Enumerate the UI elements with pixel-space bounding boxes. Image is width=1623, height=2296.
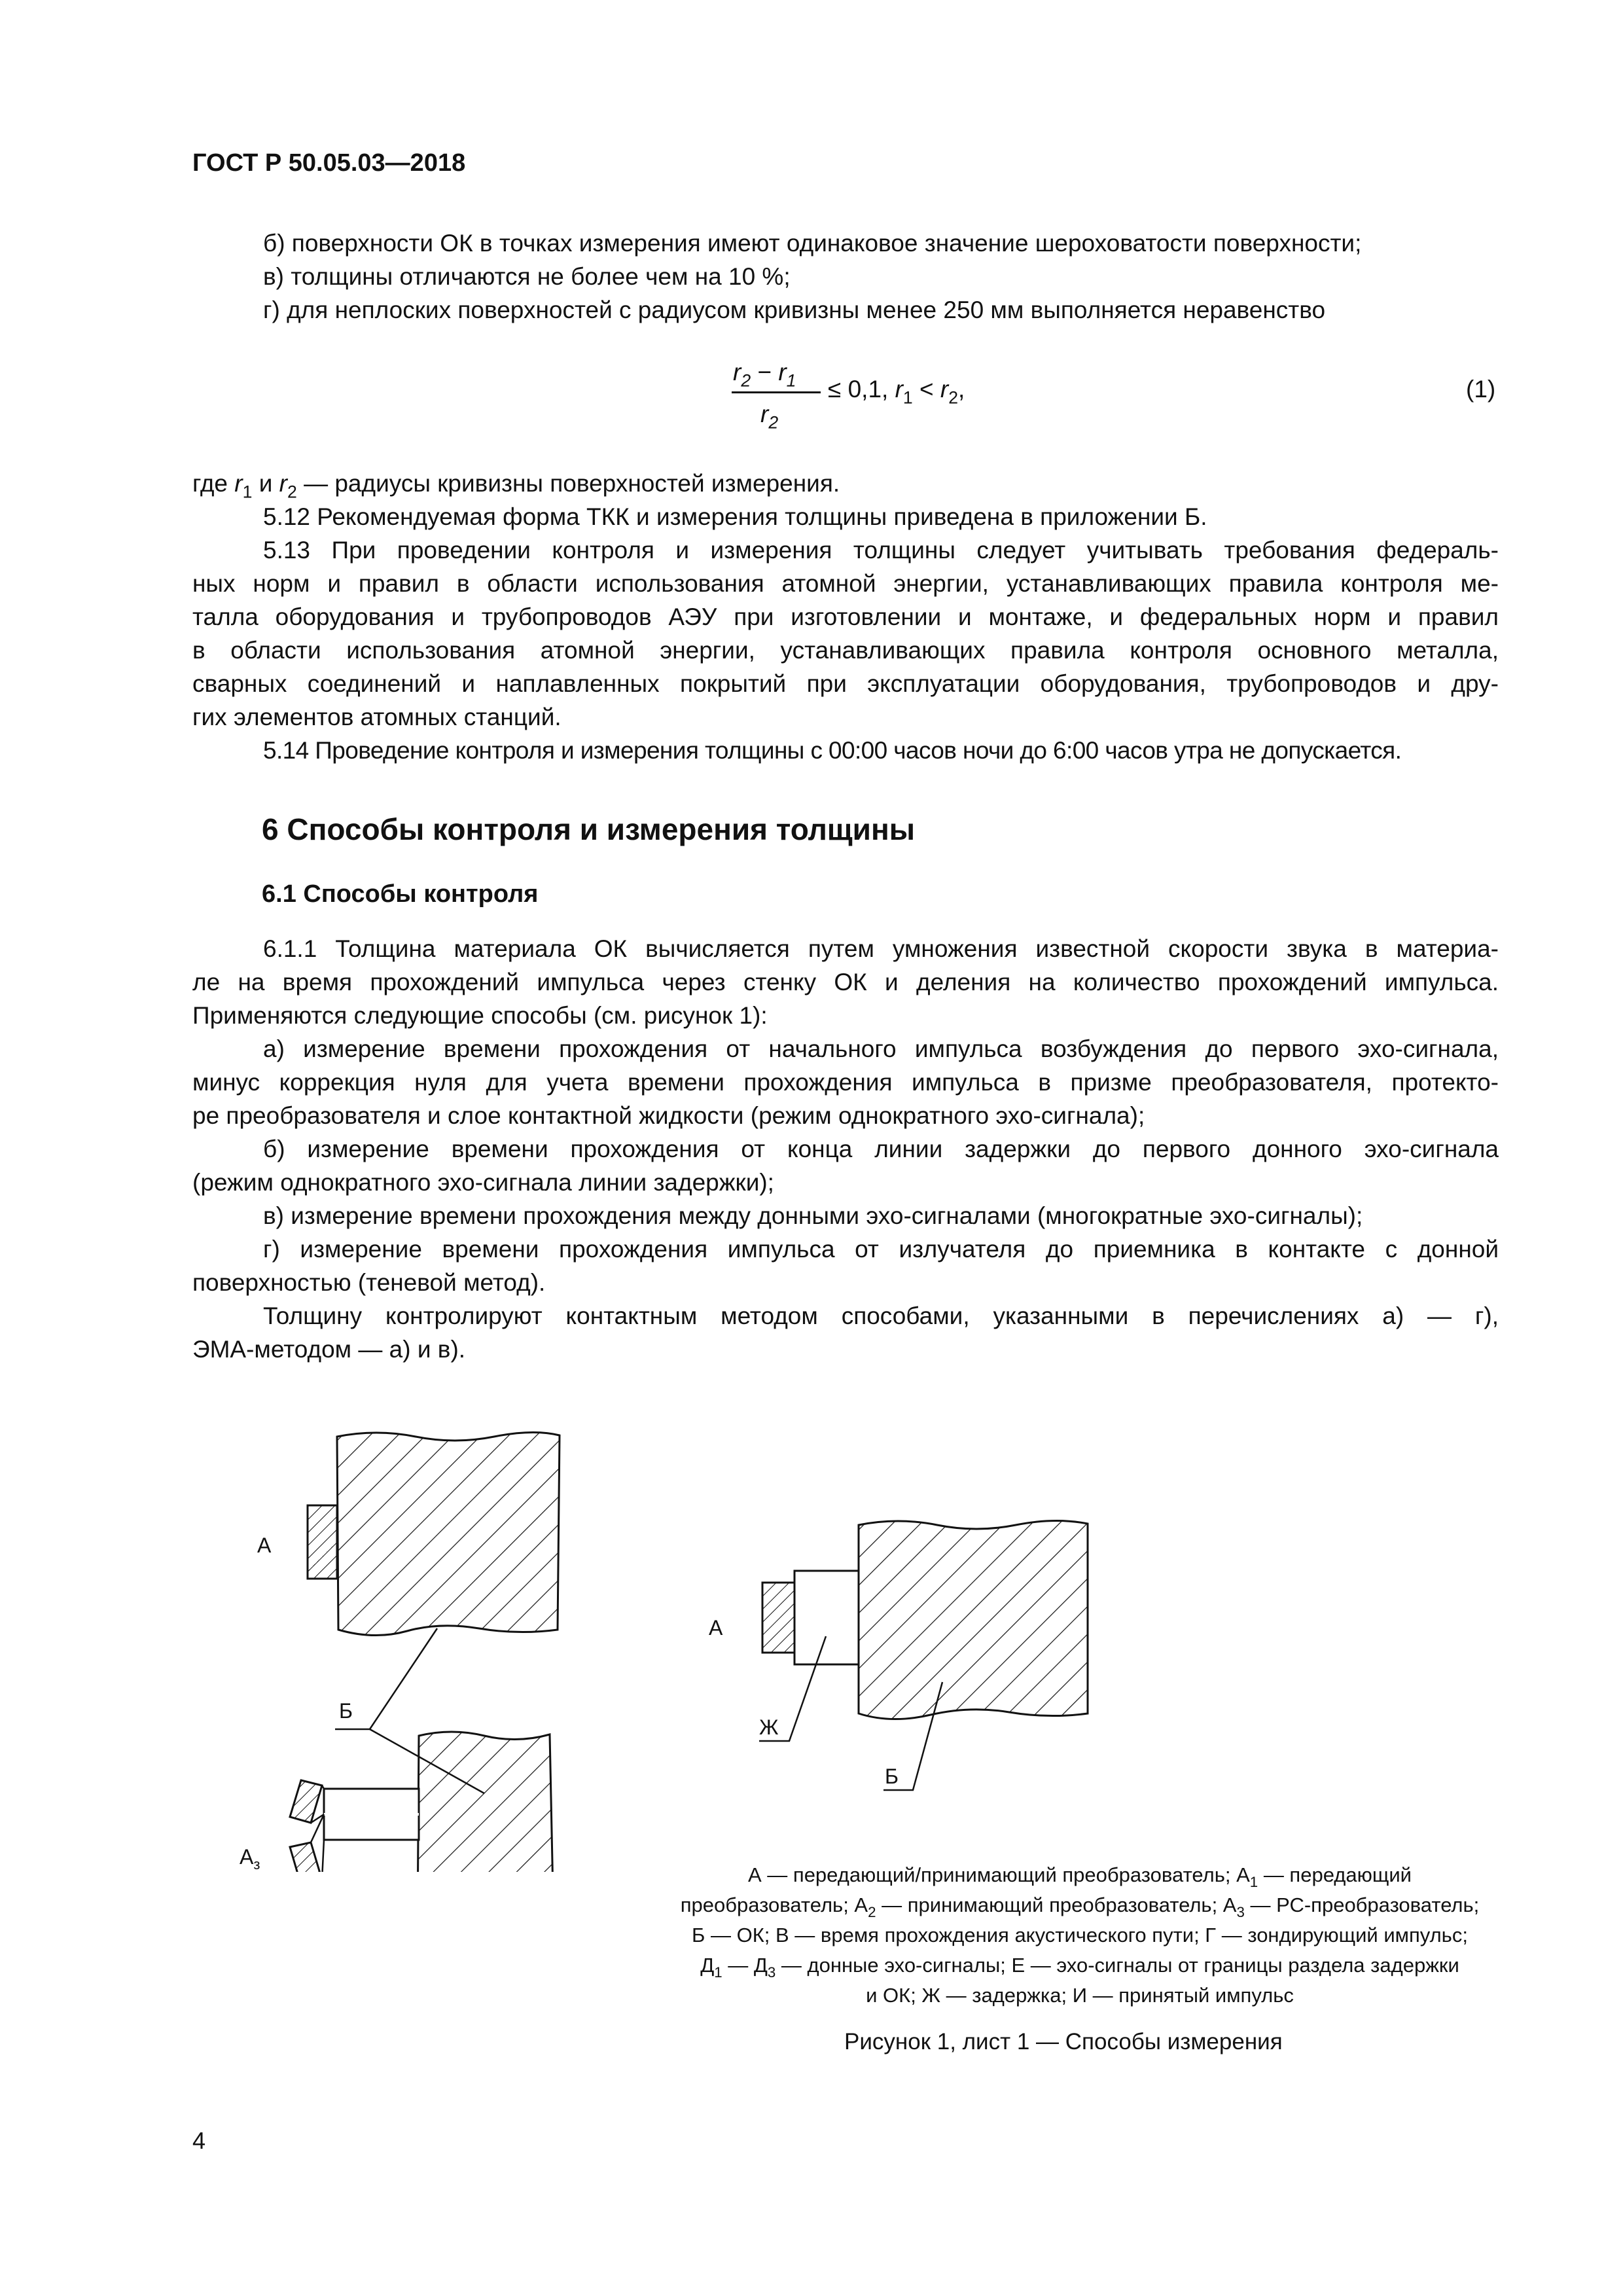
paragraph-line: ЭМА-методом — а) и в). <box>192 1336 466 1363</box>
figure-caption: Рисунок 1, лист 1 — Способы измерения <box>844 2029 1283 2054</box>
list-item: в) толщины отличаются не более чем на 10 %; <box>263 263 791 290</box>
fraction-denominator: $r_2$ <box>760 401 779 433</box>
list-item: г) для неплоских поверхностей с радиусом кривизны менее 250 мм выполняется неравенство <box>263 296 1326 323</box>
section-title: 6 Способы контроля и измерения толщины <box>262 812 916 846</box>
label-a3: $А_з$ <box>240 1845 260 1872</box>
paragraph-line: поверхностью (теневой метод). <box>192 1269 546 1296</box>
test-object-block <box>337 1432 560 1635</box>
paragraph-line: а) измерение времени прохождения от начального импульса возбуждения до первого эхо-сигнала, <box>263 1035 1499 1062</box>
paragraph-line: (режим однократного эхо-сигнала линии задержки); <box>192 1169 774 1196</box>
delay-line <box>794 1571 859 1664</box>
paragraph-line: б) измерение времени прохождения от конца линии задержки до первого донного эхо-сигнала <box>263 1136 1499 1162</box>
legend-line: $Д_1$ — $Д_3$ — донные эхо-сигналы; Е — эхо-сигналы от границы раздела задержки <box>700 1954 1459 1981</box>
element-upper <box>290 1780 322 1823</box>
paragraph-line: в области использования атомной энергии, устанавливающих правила контроля основного металла, <box>192 637 1499 664</box>
fraction-bar <box>732 391 821 393</box>
paragraph-line: 6.1.1 Толщина материала ОК вычисляется путем умножения известной скорости звука в материа- <box>263 935 1499 962</box>
formula-condition: ≤ 0,1, $r_1 < r_2$, <box>828 376 965 408</box>
paragraph-line: сварных соединений и наплавленных покрытий при эксплуатации оборудования, трубопроводов и дру- <box>192 670 1499 697</box>
fraction-numerator: $r_2 - r_1$ <box>733 359 796 391</box>
figure-legend <box>648 1860 1512 2011</box>
paragraph-5-13 <box>192 533 1499 734</box>
paragraph-line: ных норм и правил в области использования атомной энергии, устанавливающих правила контроля ме- <box>192 570 1499 597</box>
where-clause: где $r_1$ и $r_2$ — радиусы кривизны поверхностей измерения. <box>192 470 840 502</box>
paragraph-5-14 <box>192 734 1499 767</box>
legend-line: Б — ОК; В — время прохождения акустического пути; Г — зондирующий импульс; <box>692 1924 1468 1946</box>
element-lower <box>290 1842 322 1872</box>
legend-line: А — передающий/принимающий преобразователь; $А_1$ — передающий <box>748 1863 1412 1890</box>
subsection-title: 6.1 Способы контроля <box>262 880 539 908</box>
paragraph-line: в) измерение времени прохождения между донными эхо-сигналами (многократные эхо-сигналы); <box>263 1202 1363 1229</box>
legend-line: и ОК; Ж — задержка; И — принятый импульс <box>866 1984 1294 2007</box>
label-zh: Ж <box>759 1715 779 1739</box>
label-a: А <box>257 1534 272 1557</box>
formula-1 <box>720 359 1113 444</box>
test-object-block <box>859 1520 1088 1719</box>
transducer-a <box>308 1505 337 1579</box>
paragraph-line: минус коррекция нуля для учета времени прохождения импульса в призме преобразователя, протекто- <box>192 1069 1499 1096</box>
paragraph-line: г) измерение времени прохождения импульса от излучателя до приемника в контакте с донной <box>263 1236 1499 1263</box>
paragraph-line: талла оборудования и трубопроводов АЭУ при изготовлении и монтаже, и федеральных норм и правил <box>192 603 1499 630</box>
paragraph-5-12 <box>192 500 1499 533</box>
page-number: 4 <box>192 2127 206 2154</box>
document-header: ГОСТ Р 50.05.03—2018 <box>192 149 466 177</box>
legend-line: преобразователь; $А_2$ — принимающий преобразователь; $А_3$ — РС-преобразователь; <box>680 1893 1480 1920</box>
list-item: б) поверхности ОК в точках измерения имеют одинаковое значение шероховатости поверхности; <box>263 230 1362 257</box>
paragraph-line: Толщину контролируют контактным методом способами, указанными в перечислениях а) — г), <box>263 1302 1499 1329</box>
equation-number: (1) <box>1466 376 1496 403</box>
paragraph-line: 5.13 При проведении контроля и измерения толщины следует учитывать требования федераль- <box>263 537 1499 564</box>
transducer-a <box>762 1583 794 1653</box>
list-items <box>192 226 1499 327</box>
paragraph-line: ре преобразователя и слое контактной жидкости (режим однократного эхо-сигнала); <box>192 1102 1145 1129</box>
paragraph-6-1-1 <box>192 932 1499 1366</box>
paragraph-text: 5.14 Проведение контроля и измерения толщины с 00:00 часов ночи до 6:00 часов утра не допускается. <box>263 737 1402 764</box>
test-object-block <box>418 1732 554 1872</box>
paragraph-line: Применяются следующие способы (см. рисунок 1): <box>192 1002 768 1029</box>
label-b: Б <box>339 1699 353 1723</box>
paragraph-text: 5.12 Рекомендуемая форма ТКК и измерения толщины приведена в приложении Б. <box>263 503 1207 530</box>
label-a: А <box>709 1616 723 1640</box>
figure-1-drawing <box>0 1388 1623 1872</box>
label-b: Б <box>885 1765 899 1788</box>
paragraph-line: ле на время прохождений импульса через стенку ОК и деления на количество прохождений импульса. <box>192 969 1499 996</box>
paragraph-line: гих элементов атомных станций. <box>192 704 562 730</box>
